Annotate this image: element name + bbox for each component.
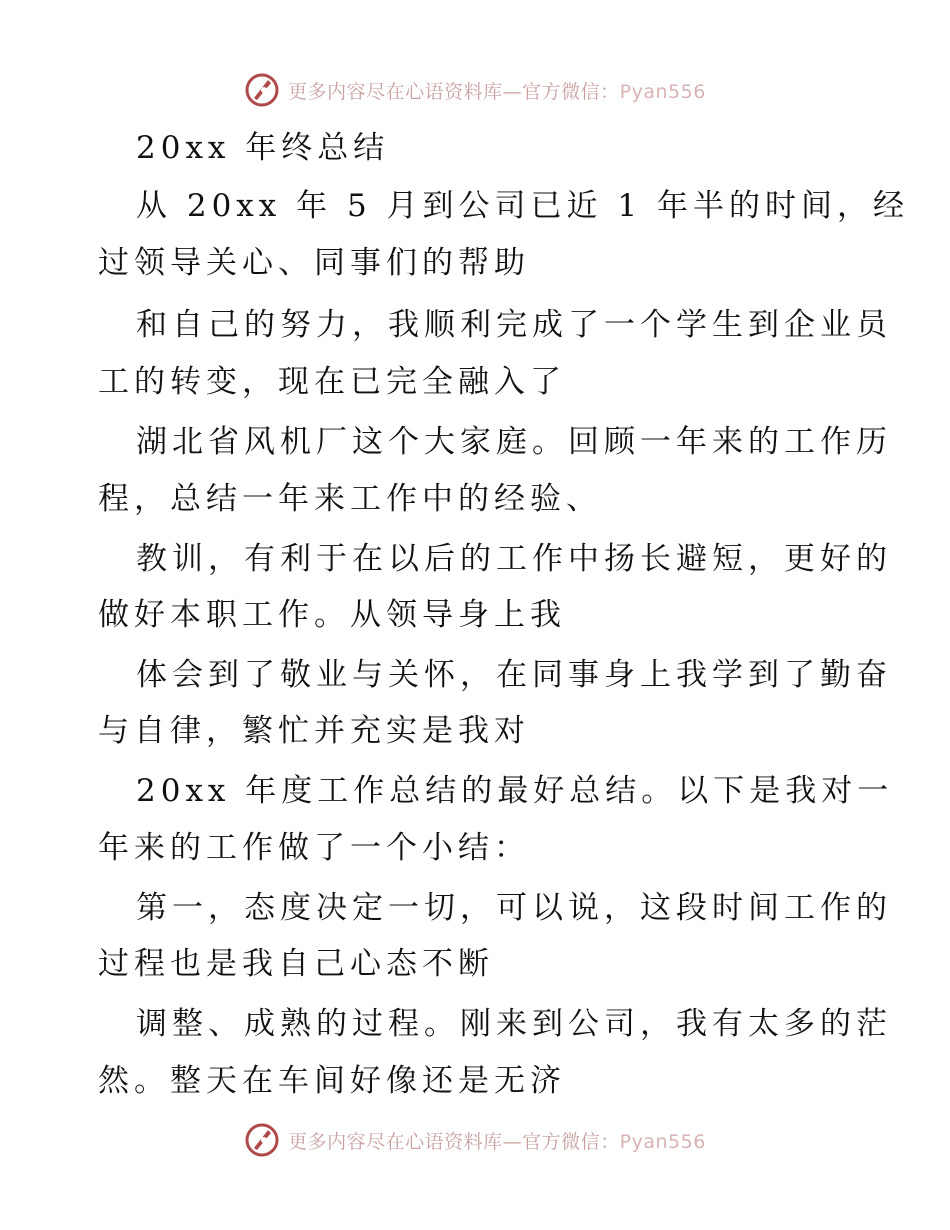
paragraph-line: 过领导关心、同事们的帮助: [98, 245, 530, 281]
document-title: 20xx 年终总结: [136, 130, 390, 166]
paragraph-line: 年来的工作做了一个小结：: [98, 830, 530, 866]
paragraph-line: 调整、成熟的过程。刚来到公司，我有太多的茫: [136, 1006, 892, 1042]
paragraph-line: 程，总结一年来工作中的经验、: [98, 481, 602, 517]
watermark-text: 更多内容尽在心语资料库—官方微信：Pyan556: [288, 80, 706, 103]
paragraph-line: 体会到了敬业与关怀，在同事身上我学到了勤奋: [136, 657, 892, 693]
paragraph-line: 20xx 年度工作总结的最好总结。以下是我对一: [136, 773, 894, 809]
paragraph-line: 然。整天在车间好像还是无济: [98, 1063, 566, 1099]
paragraph-line: 与自律，繁忙并充实是我对: [98, 713, 530, 749]
footer-watermark: [0, 1118, 950, 1162]
paragraph-line: 第一，态度决定一切，可以说，这段时间工作的: [136, 890, 892, 926]
paragraph-line: 工的转变，现在已完全融入了: [98, 364, 566, 400]
quill-circle-logo-icon: [244, 1122, 280, 1158]
header-watermark: [0, 68, 950, 112]
quill-circle-logo-icon: [244, 72, 280, 108]
watermark-text: 更多内容尽在心语资料库—官方微信：Pyan556: [288, 1130, 706, 1153]
paragraph-line: 教训，有利于在以后的工作中扬长避短，更好的: [136, 541, 892, 577]
paragraph-line: 做好本职工作。从领导身上我: [98, 597, 566, 633]
paragraph-line: 和自己的努力，我顺利完成了一个学生到企业员: [136, 307, 892, 343]
paragraph-line: 过程也是我自己心态不断: [98, 946, 494, 982]
paragraph-line: 从 20xx 年 5 月到公司已近 1 年半的时间，经: [136, 188, 909, 224]
paragraph-line: 湖北省风机厂这个大家庭。回顾一年来的工作历: [136, 424, 892, 460]
